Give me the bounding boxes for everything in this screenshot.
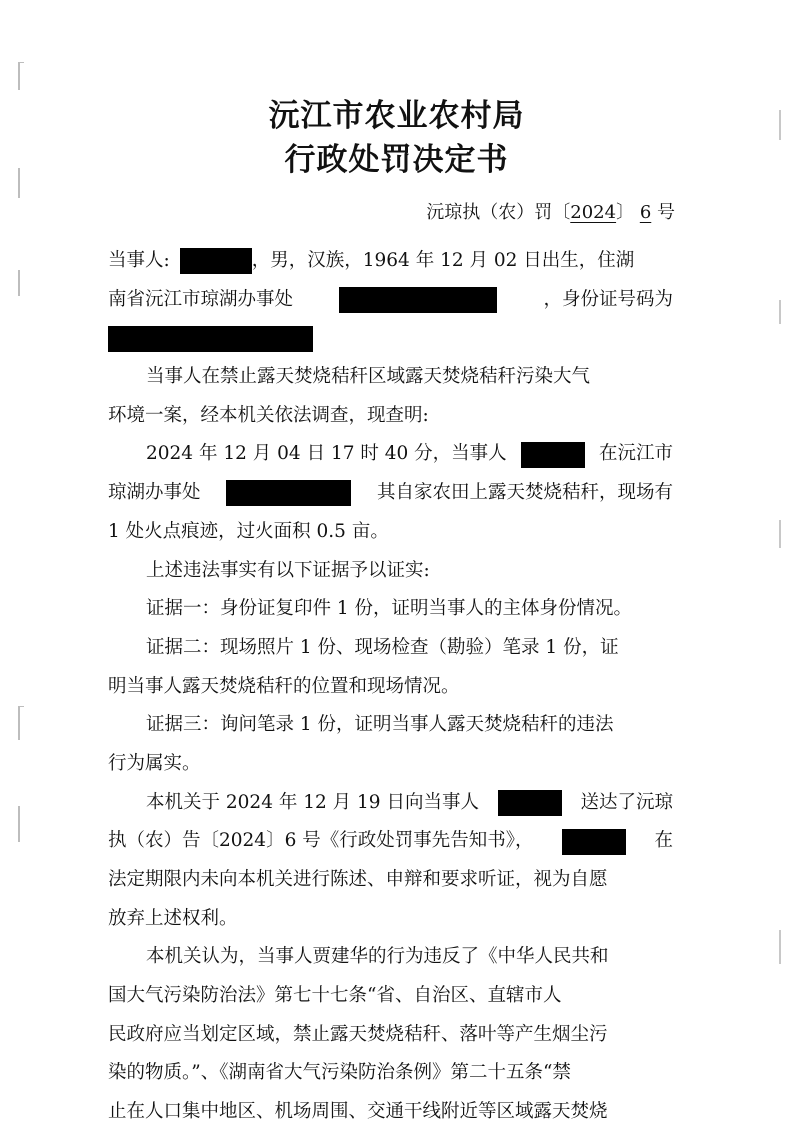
scan-edge-mark [779,930,781,964]
paragraph-line: 当事人在禁止露天焚烧秸秆区域露天焚烧秸秆污染大气 [146,366,591,388]
document-number-mid: 〕 [616,202,635,223]
fact-text: 其自家农田上露天焚烧秸秆，现场有 [376,482,673,504]
document-body [108,242,673,1132]
scan-edge-mark [18,806,20,842]
evidence-item: 证据三：询问笔录 1 份，证明当事人露天焚烧秸秆的违法 [146,714,614,736]
notice-text: 送达了沅琼 [580,791,673,813]
paragraph-line: 环境一案，经本机关依法调查，现查明: [108,404,429,426]
paragraph-line [108,435,673,474]
scan-edge-mark [18,270,20,296]
redaction-block [339,287,497,313]
redaction-block [562,829,626,855]
fact-text: 2024 年 12 月 04 日 17 时 40 分，当事人 [146,443,507,465]
document-number-year: 2024 [570,202,617,223]
document-number-prefix: 沅琼执（农）罚〔 [426,202,571,223]
paragraph-line [108,784,673,823]
scan-edge-mark [779,520,781,548]
redaction-block [180,248,252,274]
document-title-type: 行政处罚决定书 [284,142,509,178]
redaction-block [226,480,351,506]
redaction-block [498,790,562,816]
scan-edge-mark [18,706,20,740]
scan-edge-mark [779,300,781,324]
document-number-suffix: 号 [657,202,675,223]
document-title-agency: 沅江市农业农村局 [268,98,525,134]
scan-edge-mark [18,62,20,90]
paragraph-line: 放弃上述权利。 [108,907,238,929]
party-line-3 [108,319,673,358]
redaction-block [521,442,585,468]
paragraph-line [108,474,673,513]
evidence-item: 证据一：身份证复印件 1 份，证明当事人的主体身份情况。 [146,598,633,620]
party-label: 当事人: [108,250,170,271]
paragraph-line: 本机关认为，当事人贾建华的行为违反了《中华人民共和 [146,946,609,968]
notice-text: 执（农）告〔2024〕6 号《行政处罚事先告知书》， [108,830,534,852]
redaction-block [108,326,313,352]
scan-edge-mark [18,706,24,707]
scan-edge-mark [18,62,24,63]
party-address-text: 南省沅江市琼湖办事处 [108,288,294,310]
fact-text: 琼湖办事处 [108,482,201,504]
paragraph-line [108,822,673,861]
notice-text: 本机关于 2024 年 12 月 19 日向当事人 [146,791,479,813]
document-number-num: 6 [639,202,652,223]
evidence-item: 明当事人露天焚烧秸秆的位置和现场情况。 [108,675,460,697]
paragraph-line: 上述违法事实有以下证据予以证实: [146,559,430,581]
fact-text: 在沅江市 [598,443,673,465]
paragraph-line: 染的物质。”、《湖南省大气污染防治条例》第二十五条“禁 [108,1062,571,1084]
paragraph-line: 民政府应当划定区域，禁止露天焚烧秸秆、落叶等产生烟尘污 [108,1023,608,1045]
party-line-2 [108,281,673,320]
paragraph-line: 国大气污染防治法》第七十七条“省、自治区、直辖市人 [108,985,562,1007]
evidence-item: 行为属实。 [108,752,201,774]
party-line-1 [108,242,673,281]
party-id-label: ，身份证号码为 [543,288,673,310]
document-number [426,200,675,226]
paragraph-line: 法定期限内未向本机关进行陈述、申辩和要求听证，视为自愿 [108,869,608,890]
paragraph-line: 止在人口集中地区、机场周围、交通干线附近等区域露天焚烧 [108,1101,608,1123]
notice-text: 在 [654,830,673,852]
evidence-item: 证据二：现场照片 1 份、现场检查（勘验）笔录 1 份，证 [146,636,619,658]
paragraph-line: 1 处火点痕迹，过火面积 0.5 亩。 [108,520,389,542]
party-info-text: ，男，汉族，1964 年 12 月 02 日出生，住湖 [251,250,635,271]
